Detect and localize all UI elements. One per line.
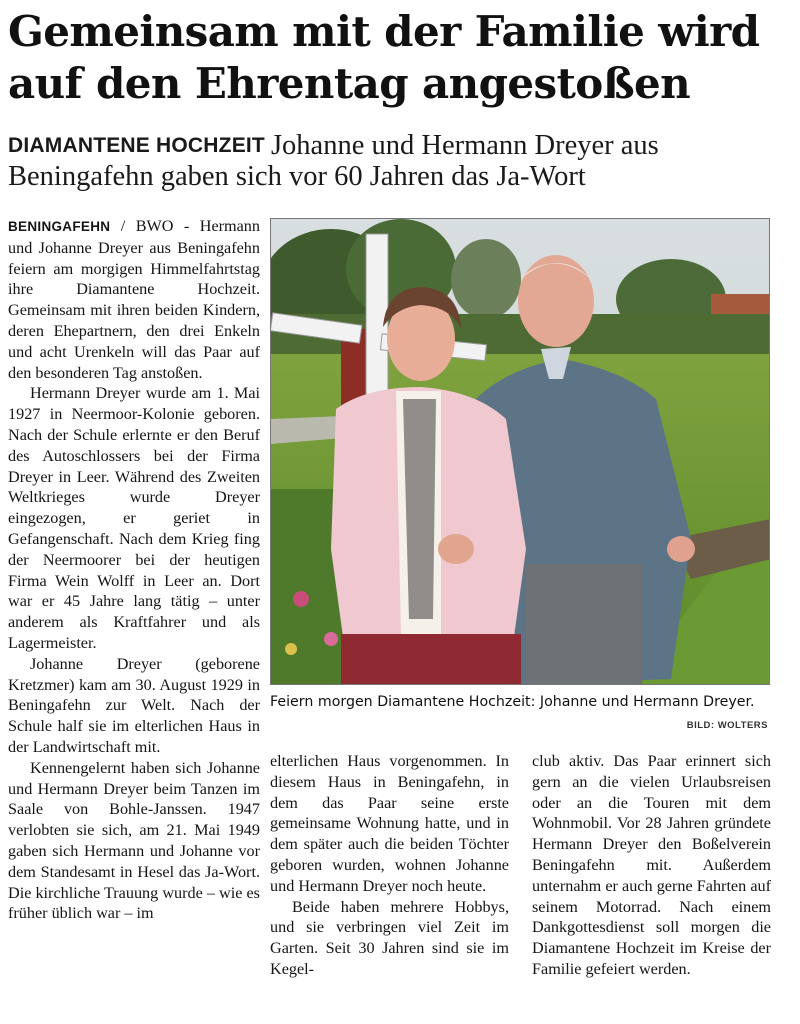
lead-text: / BWO - Hermann und Johanne Dreyer aus Beningafehn feiern am morgigen Himmelfahrtstag ihre Diamantene Hochzeit. Gemeinsam mit ihren beiden Kindern, deren Ehepartnern, den drei Enkeln und acht Urenkeln will das Paar auf den besonderen Tag anstoßen. <box>8 217 260 382</box>
article-paragraph: Johanne Dreyer (geborene Kretzmer) kam am 30. August 1929 in Beningafehn zur Welt. Nach der Schule half sie im elterlichen Haus in der Landwirtschaft mit. <box>8 654 260 756</box>
photo-credit: BILD: WOLTERS <box>686 720 768 731</box>
article-paragraph: club aktiv. Das Paar erinnert sich gern an die vielen Urlaubsreisen oder an die Touren mit dem Wohnmobil. Vor 28 Jahren gründete Hermann Dreyer den Boßelverein Beningafehn mit. Außerdem unternahm er auch gerne Fahrten auf seinem Motorrad. Nach einem Dankgottesdienst soll morgen die Diamantene Hochzeit im Kreise der Familie gefeiert werden. <box>532 752 771 978</box>
article-paragraph <box>8 216 260 383</box>
article-column-2 <box>270 751 509 980</box>
article-column-3 <box>532 751 771 980</box>
article-paragraph: Kennengelernt haben sich Johanne und Hermann Dreyer beim Tanzen im Saale von Bohle-Janssen. 1947 verlobten sie sich, am 21. Mai 1949 gaben sich Hermann und Johanne vor dem Standesamt in Hesel das Ja-Wort. Die kirchliche Trauung wurde – wie es früher üblich war – im <box>8 758 260 923</box>
article-paragraph: Hermann Dreyer wurde am 1. Mai 1927 in Neermoor-Kolonie geboren. Nach der Schule erlernte er den Beruf des Autoschlossers bei der Firma Dreyer in Leer. Während des Zweiten Weltkrieges wurde Dreyer eingezogen, er geriet in Gefangenschaft. Nach dem Krieg fing der Neermoorer bei der heutigen Firma Wein Wolff in Leer an. Dort war er 45 Jahre lang tätig – unter anderem als Kraftfahrer und als Lagermeister. <box>8 384 260 652</box>
couple-photo-illustration <box>271 219 770 685</box>
article-paragraph: elterlichen Haus vorgenommen. In diesem Haus in Beningafehn, in dem das Paar seine erste gemeinsame Wohnung hatte, und in dem später auch die beiden Töchter geboren wurden, wohnen Johanne und Hermann Dreyer noch heute. <box>270 752 509 895</box>
subhead-line-1: Johanne und Hermann Dreyer aus <box>270 130 659 161</box>
subhead-line-2: Beningafehn gaben sich vor 60 Jahren das Ja-Wort <box>8 161 586 192</box>
article-photo <box>270 218 770 685</box>
photo-caption: Feiern morgen Diamantene Hochzeit: Johanne und Hermann Dreyer. <box>270 694 755 710</box>
article-paragraph: Beide haben mehrere Hobbys, und sie verbringen viel Zeit im Garten. Seit 30 Jahren sind sie im Kegel- <box>270 897 509 978</box>
subheadline <box>8 130 792 192</box>
dateline: BENINGAFEHN <box>8 219 111 234</box>
headline-line-1: Gemeinsam mit der Familie wird <box>8 7 760 56</box>
article-column-1 <box>8 216 260 924</box>
headline <box>8 6 792 110</box>
subhead-kicker: DIAMANTENE HOCHZEIT <box>8 134 265 157</box>
headline-line-2: auf den Ehrentag angestoßen <box>8 59 691 108</box>
